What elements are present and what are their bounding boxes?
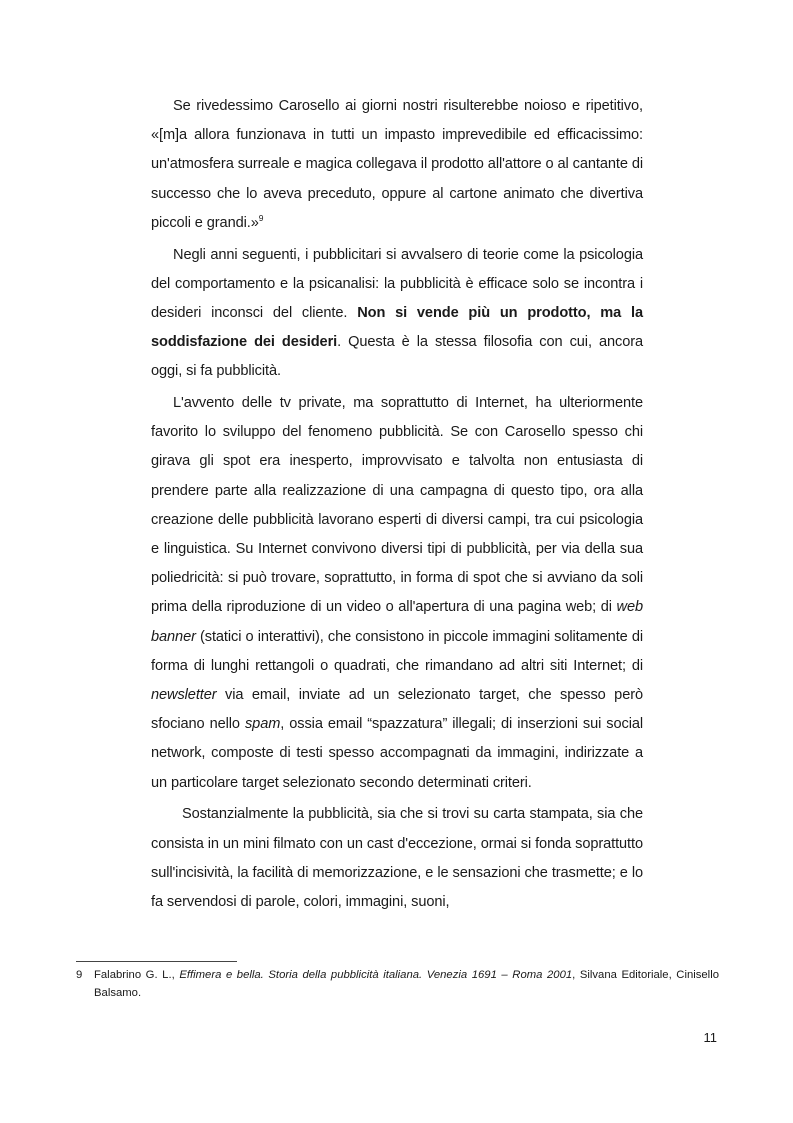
footnote-text xyxy=(94,966,719,1002)
paragraph-text: L'avvento delle tv private, ma soprattutto di Internet, ha ulteriormente favorito lo sviluppo del fenomeno pubblicità. Se con Carosello spesso chi girava gli spot era inesperto, improvvisato e talvolta non entusiasta di prendere parte alla realizzazione di una campagna di questo tipo, ora alla creazione delle pubblicità lavorano esperti di diversi campi, tra cui psicologia e linguistica. Su Internet convivono diversi tipi di pubblicità, per via della sua poliedricità: si può trovare, soprattutto, in forma di spot che si avviano da soli prima della riproduzione di un video o all'apertura di una pagina web; di xyxy=(151,395,643,616)
paragraph-internet xyxy=(151,389,643,798)
italic-term: spam xyxy=(244,716,281,733)
paragraph-sostanzialmente xyxy=(151,800,643,917)
footnote-number: 9 xyxy=(76,969,83,981)
italic-term: web banner xyxy=(151,599,643,645)
paragraph-text: Sostanzialmente la pubblicità, sia che si trovi su carta stampata, sia che consista in un mini filmato con un cast d'eccezione, ormai si fonda soprattutto sull'incisività, la facilità di memorizzazione, e le sensazioni che trasmette; e lo fa servendosi di parole, colori, immagini, suoni, xyxy=(151,806,643,910)
page-number: 11 xyxy=(703,1030,717,1045)
bold-emphasis: Non si vende più un prodotto, ma la soddisfazione dei desideri xyxy=(151,304,643,351)
paragraph-text: Se rivedessimo Carosello ai giorni nostri risulterebbe noioso e ripetitivo, «[m]a allora funzionava in tutti un impasto imprevedibile ed efficacissimo: un'atmosfera surreale e magica collegava il prodotto all'attore o al cantante di successo che lo aveva preceduto, oppure al cartone animato che divertiva piccoli e grandi.» xyxy=(151,98,643,231)
paragraph-text: via email, inviate ad un selezionato target, che spesso però sfociano nello xyxy=(151,687,643,733)
paragraph-text: Negli anni seguenti, i pubblicitari si avvalsero di teorie come la psicologia del comportamento e la psicanalisi: la pubblicità è efficace solo se incontra i desideri inconsci del cliente. xyxy=(151,246,643,321)
footnote-publisher: , Silvana Editoriale, Cinisello Balsamo. xyxy=(94,969,719,999)
paragraph-psicologia xyxy=(151,241,643,387)
footnote-reference[interactable]: 9 xyxy=(258,212,264,223)
paragraph-text: (statici o interattivi), che consistono in piccole immagini solitamente di forma di lunghi rettangoli o quadrati, che rimandano ad altri siti Internet; di xyxy=(151,628,643,674)
paragraph-carosello xyxy=(151,92,643,238)
paragraph-text: , ossia email “spazzatura” illegali; di inserzioni sui social network, composte di testi spesso accompagnati da immagini, indirizzate a un particolare target selezionato secondo determinati criteri. xyxy=(151,716,643,791)
italic-term: newsletter xyxy=(151,687,217,704)
body-text xyxy=(151,92,643,920)
footnote xyxy=(76,966,719,1002)
paragraph-text: . Questa è la stessa filosofia con cui, ancora oggi, si fa pubblicità. xyxy=(151,334,643,380)
footnote-title: Effimera e bella. Storia della pubblicità italiana. Venezia 1691 – Roma 2001 xyxy=(179,969,573,981)
footnote-separator xyxy=(76,961,237,962)
footnote-author: Falabrino G. L., xyxy=(94,969,180,981)
